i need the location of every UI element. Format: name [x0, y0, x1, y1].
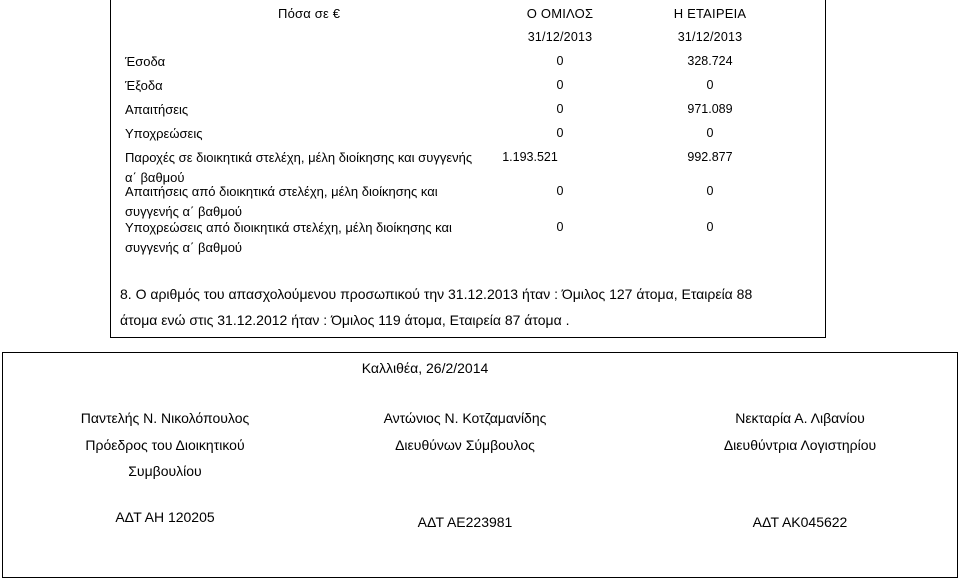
row-label: Υποχρεώσεις [125, 126, 203, 141]
row-value-company: 0 [706, 126, 714, 140]
row-label-line2: συγγενής α΄ βαθμού [125, 204, 243, 219]
signatory-id: ΑΔΤ ΑΚ045622 [752, 514, 848, 530]
row-label: Απαιτήσεις [125, 102, 189, 117]
row-label: Έσοδα [125, 54, 166, 69]
row-value-company: 971.089 [687, 102, 733, 116]
row-value-company: 0 [706, 184, 714, 198]
signatory-title: Διευθύντρια Λογιστηρίου [723, 437, 877, 453]
row-value-group: 0 [556, 102, 564, 116]
table-row [0, 220, 960, 260]
signatory-title-line2: Συμβουλίου [128, 463, 202, 479]
table-row [0, 54, 960, 74]
row-value-group: 0 [556, 126, 564, 140]
column-header-company: Η ΕΤΑΙΡΕΙΑ [673, 6, 747, 21]
signatory-id: ΑΔΤ ΑΕ223981 [417, 514, 513, 530]
signatory-name: Νεκταρία Α. Λιβανίου [735, 410, 865, 426]
row-value-group: 0 [556, 184, 564, 198]
table-row [0, 126, 960, 146]
row-label: Έξοδα [125, 78, 163, 93]
row-label-line2: α΄ βαθμού [125, 170, 185, 185]
signatory-id: ΑΔΤ ΑΗ 120205 [115, 509, 215, 525]
staff-count-note-line1: 8. Ο αριθμός του απασχολούμενου προσωπικού την 31.12.2013 ήταν : Όμιλος 127 άτομα, Εταιρεία 88 [120, 286, 753, 302]
place-date: Καλλιθέα, 26/2/2014 [361, 360, 489, 376]
row-value-company: 0 [706, 220, 714, 234]
row-label-line1: Παροχές σε διοικητικά στελέχη, μέλη διοίκησης και συγγενής [125, 150, 473, 165]
staff-count-note-line2: άτομα ενώ στις 31.12.2012 ήταν : Όμιλος 119 άτομα, Εταιρεία 87 άτομα . [120, 312, 570, 328]
row-value-company: 328.724 [687, 54, 733, 68]
row-value-group: 0 [556, 54, 564, 68]
table-row [0, 184, 960, 224]
row-label-line1: Απαιτήσεις από διοικητικά στελέχη, μέλη διοίκησης και [125, 184, 438, 199]
row-value-group: 1.193.521 [502, 150, 558, 164]
table-row [0, 78, 960, 98]
row-value-company: 0 [706, 78, 714, 92]
signatory-name: Παντελής Ν. Νικολόπουλος [80, 410, 250, 426]
row-label-line1: Υποχρεώσεις από διοικητικά στελέχη, μέλη διοίκησης και [125, 220, 452, 235]
table-row [0, 102, 960, 122]
column-header-group: Ο ΟΜΙΛΟΣ [526, 6, 594, 21]
row-value-group: 0 [556, 220, 564, 234]
signatory-title: Πρόεδρος του Διοικητικού [85, 437, 245, 453]
signatory-name: Αντώνιος Ν. Κοτζαμανίδης [383, 410, 547, 426]
currency-label: Πόσα σε € [278, 6, 341, 21]
date-company: 31/12/2013 [677, 30, 743, 44]
signatory-title: Διευθύνων Σύμβουλος [395, 437, 535, 453]
row-value-group: 0 [556, 78, 564, 92]
date-group: 31/12/2013 [527, 30, 593, 44]
row-value-company: 992.877 [687, 150, 733, 164]
row-label-line2: συγγενής α΄ βαθμού [125, 240, 243, 255]
